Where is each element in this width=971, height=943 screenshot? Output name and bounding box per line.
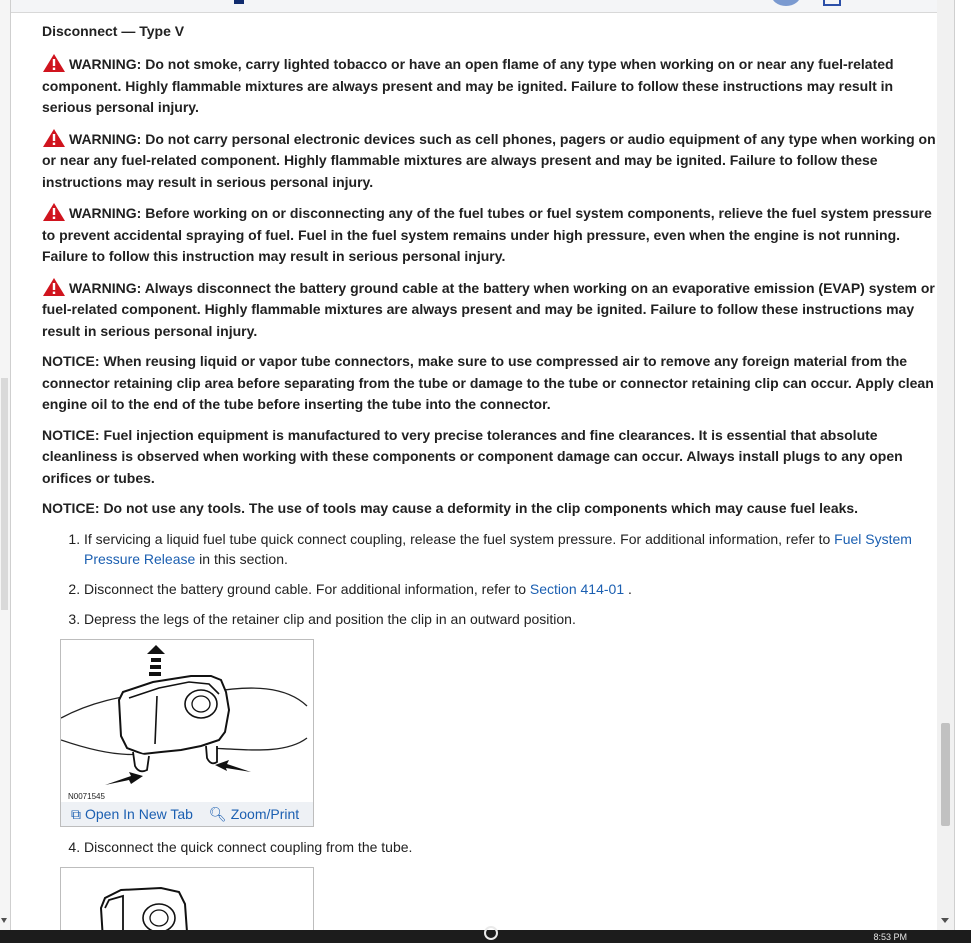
warning-triangle-icon xyxy=(42,53,66,73)
document-view xyxy=(10,0,955,930)
scroll-down-arrow-icon[interactable] xyxy=(941,918,949,923)
section-414-01-link[interactable]: Section 414-01 xyxy=(529,580,625,597)
open-in-new-tab-icon: ⧉ xyxy=(71,805,81,822)
step-text: If servicing a liquid fuel tube quick connect coupling, release the fuel system pressure. For additional information, refer to xyxy=(84,530,835,547)
step-text-suffix: . xyxy=(624,580,632,597)
taskbar-clock[interactable]: 8:53 PM xyxy=(873,932,907,942)
warning-triangle-icon xyxy=(42,202,66,222)
illustration-figure xyxy=(60,639,314,827)
warning-triangle-icon xyxy=(42,128,66,148)
step-text: Disconnect the battery ground cable. For additional information, refer to xyxy=(84,580,530,597)
warning-text: WARNING: Before working on or disconnecting any of the fuel tubes or fuel system components, relieve the fuel system pressure to prevent accidental spraying of fuel. Fuel in the fuel system remains under high pressure, even when the engine is not running. Failure to follow this instruction may result in serious personal injury. xyxy=(42,205,932,264)
left-scrollbar-thumb[interactable] xyxy=(1,378,8,610)
warning-text: WARNING: Always disconnect the battery ground cable at the battery when working on an evaporative emission (EVAP) system or fuel-related component. Highly flammable mixtures are always present and may be ignited. Failure to follow these instructions may result in serious personal injury. xyxy=(42,279,935,339)
warning-block xyxy=(42,128,942,194)
step-text-suffix: in this section. xyxy=(195,550,288,567)
zoom-print-label: Zoom/Print xyxy=(230,805,300,822)
step-item xyxy=(84,529,942,569)
warning-text: WARNING: Do not carry personal electronic devices such as cell phones, pagers or audio equipment of any type when working on or near any fuel-related component. Highly flammable mixtures are always present and may be ignited. Failure to follow these instructions may result in serious personal injury. xyxy=(42,130,936,190)
step-item xyxy=(84,837,942,931)
coupling-drawing xyxy=(61,868,311,931)
procedure-content xyxy=(42,22,942,930)
open-in-new-tab-button[interactable] xyxy=(71,804,193,824)
left-scroll-down-arrow-icon[interactable] xyxy=(1,918,7,923)
warning-block xyxy=(42,202,942,268)
toolbar-icon[interactable] xyxy=(823,0,841,6)
figure-id-label: N0071545 xyxy=(68,791,105,801)
notice-block: NOTICE: Fuel injection equipment is manufactured to very precise tolerances and fine clearances. It is essential that absolute cleanliness is observed when working with these components or component damage can occur. Always install plugs to any open orifices or tubes. xyxy=(42,426,903,486)
user-avatar[interactable] xyxy=(771,0,801,6)
notice-block: NOTICE: When reusing liquid or vapor tube connectors, make sure to use compressed air to remove any foreign material from the connector retaining clip area before separating from the tube or damage to the tube or connector retaining clip can occur. Apply clean engine oil to the end of the tube before inserting the tube into the connector. xyxy=(42,353,934,412)
step-item xyxy=(68,609,942,827)
illustration-figure xyxy=(60,867,314,931)
step-item xyxy=(84,579,942,599)
retainer-clip-illustration[interactable] xyxy=(61,640,311,802)
zoom-print-button[interactable] xyxy=(209,804,299,824)
warning-block xyxy=(42,277,942,343)
step-text: Depress the legs of the retainer clip and position the clip in an outward position. xyxy=(84,610,576,627)
warning-block xyxy=(42,53,942,119)
procedure-steps xyxy=(42,529,942,931)
toolbar-title-fragment xyxy=(234,0,244,4)
notice-block: NOTICE: Do not use any tools. The use of tools may cause a deformity in the clip components which may cause fuel leaks. xyxy=(42,500,859,516)
warning-triangle-icon xyxy=(42,277,66,297)
taskbar-app-icon[interactable] xyxy=(484,926,498,940)
quick-connect-coupling-illustration[interactable] xyxy=(61,868,311,931)
right-scrollbar[interactable] xyxy=(937,0,954,930)
zoom-magnifier-icon: 🔍︎ xyxy=(208,805,227,822)
section-heading: Disconnect — Type V xyxy=(42,23,185,39)
step-text: Disconnect the quick connect coupling from the tube. xyxy=(84,838,413,855)
top-toolbar-edge xyxy=(11,0,954,13)
left-scrollbar[interactable] xyxy=(0,0,10,930)
fuel-system-pressure-release-link[interactable]: Fuel System Pressure Release xyxy=(84,530,912,567)
open-in-new-tab-label: Open In New Tab xyxy=(85,805,193,822)
retainer-clip-drawing xyxy=(61,640,311,802)
right-scrollbar-thumb[interactable] xyxy=(941,723,950,826)
warning-text: WARNING: Do not smoke, carry lighted tobacco or have an open flame of any type when working on or near any fuel-related component. Highly flammable mixtures are always present and may be ignited. Failure to follow these instructions may result in serious personal injury. xyxy=(42,56,894,115)
os-taskbar xyxy=(0,930,971,943)
